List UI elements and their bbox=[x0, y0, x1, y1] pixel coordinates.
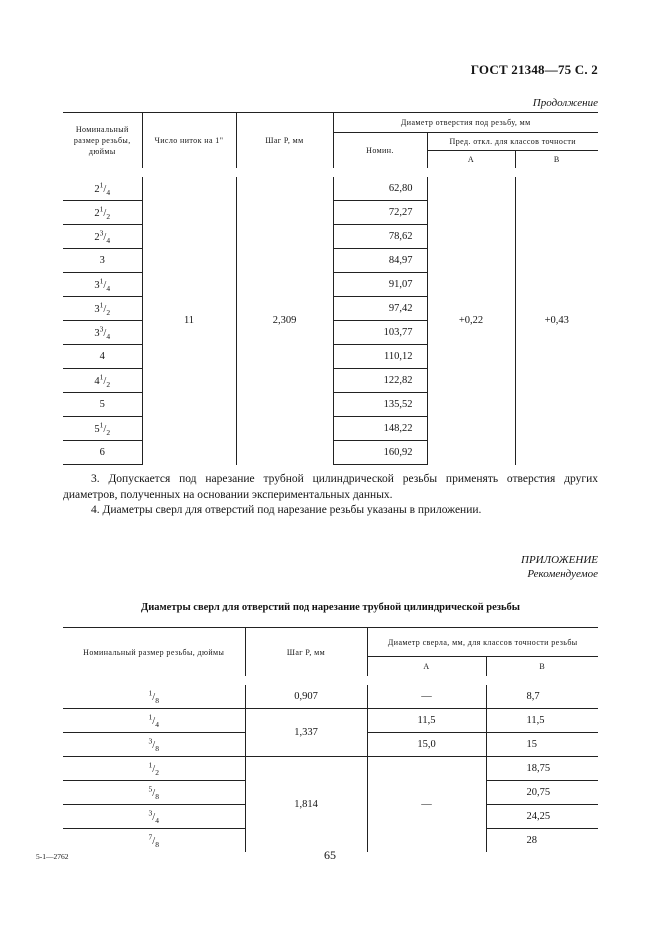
class-b-cell: 20,75 bbox=[486, 781, 598, 805]
fraction-slash: / bbox=[152, 811, 156, 823]
t2-header-drill-diameter: Диаметр сверла, мм, для классов точности резьбы bbox=[367, 628, 598, 657]
whole-part: 3 bbox=[94, 303, 100, 315]
nominal-diameter-cell: 135,52 bbox=[333, 393, 427, 417]
drill-diameter-table bbox=[63, 627, 598, 852]
numerator: 1 bbox=[148, 688, 153, 698]
class-b-cell: 18,75 bbox=[486, 757, 598, 781]
fraction-slash: / bbox=[103, 327, 107, 339]
note-paragraph-3: 3. Допускается под нарезание трубной цилиндрической резьбы применять отверстия других диаметров, полученных на основании экспериментальных данных. bbox=[63, 473, 598, 501]
size-cell bbox=[63, 733, 245, 757]
nominal-diameter-cell: 103,77 bbox=[333, 321, 427, 345]
document-reference: ГОСТ 21348—75 С. 2 bbox=[470, 62, 598, 77]
numerator: 3 bbox=[148, 736, 153, 746]
header-hole-diameter: Диаметр отверстия под резьбу, мм bbox=[333, 113, 598, 133]
denominator: 2 bbox=[106, 211, 111, 221]
denominator: 2 bbox=[106, 379, 111, 389]
t2-header-class-b: В bbox=[486, 657, 598, 681]
size-cell bbox=[63, 249, 142, 273]
nominal-diameter-cell: 72,27 bbox=[333, 201, 427, 225]
size-cell bbox=[63, 829, 245, 853]
whole-part: 4 bbox=[94, 375, 100, 387]
numerator: 1 bbox=[99, 180, 104, 190]
fraction-slash: / bbox=[103, 231, 107, 243]
fraction bbox=[94, 276, 111, 293]
fraction bbox=[148, 736, 159, 753]
size-cell bbox=[63, 273, 142, 297]
fraction bbox=[94, 204, 111, 221]
header-nominal: Номин. bbox=[333, 133, 427, 173]
size-cell bbox=[63, 369, 142, 393]
denominator: 8 bbox=[155, 695, 159, 705]
fraction-slash: / bbox=[103, 279, 107, 291]
t2-header-pitch: Шаг P, мм bbox=[245, 628, 367, 681]
fraction bbox=[94, 420, 111, 437]
fraction-slash: / bbox=[152, 691, 156, 703]
threads-per-inch-cell: 11 bbox=[142, 173, 236, 465]
size-cell bbox=[63, 321, 142, 345]
size-cell bbox=[63, 681, 245, 709]
fraction bbox=[148, 712, 159, 729]
fraction-slash: / bbox=[152, 739, 156, 751]
page-number: 65 bbox=[324, 848, 336, 862]
fraction bbox=[148, 760, 159, 777]
numerator: 3 bbox=[99, 228, 104, 238]
size-cell bbox=[63, 345, 142, 369]
numerator: 1 bbox=[99, 276, 104, 286]
class-a-cell: 11,5 bbox=[367, 709, 486, 733]
size-cell bbox=[63, 757, 245, 781]
class-a-cell: — bbox=[367, 757, 486, 853]
fraction bbox=[94, 180, 111, 197]
fraction-slash: / bbox=[103, 375, 107, 387]
class-b-cell: 8,7 bbox=[486, 681, 598, 709]
table-row bbox=[63, 173, 598, 201]
size-cell bbox=[63, 225, 142, 249]
class-b-cell: 24,25 bbox=[486, 805, 598, 829]
appendix-heading bbox=[420, 553, 598, 581]
nominal-diameter-cell: 78,62 bbox=[333, 225, 427, 249]
denominator: 4 bbox=[106, 187, 111, 197]
nominal-diameter-cell: 148,22 bbox=[333, 417, 427, 441]
header-nominal-size: Номинальный размер резьбы, дюймы bbox=[63, 113, 142, 173]
whole-part: 6 bbox=[99, 447, 105, 458]
nominal-diameter-cell: 110,12 bbox=[333, 345, 427, 369]
deviation-a-cell: +0,22 bbox=[427, 173, 515, 465]
numerator: 5 bbox=[148, 784, 153, 794]
nominal-diameter-cell: 97,42 bbox=[333, 297, 427, 321]
whole-part: 5 bbox=[99, 399, 105, 410]
pitch-cell: 0,907 bbox=[245, 681, 367, 709]
denominator: 2 bbox=[106, 427, 111, 437]
appendix-title: ПРИЛОЖЕНИЕ bbox=[521, 554, 598, 566]
fraction-slash: / bbox=[103, 303, 107, 315]
class-a-cell: — bbox=[367, 681, 486, 709]
size-cell bbox=[63, 441, 142, 465]
fraction-slash: / bbox=[152, 715, 156, 727]
header-pitch: Шаг P, мм bbox=[236, 113, 333, 173]
pitch-cell: 2,309 bbox=[236, 173, 333, 465]
fraction bbox=[94, 372, 111, 389]
nominal-diameter-cell: 122,82 bbox=[333, 369, 427, 393]
class-a-cell: 15,0 bbox=[367, 733, 486, 757]
appendix-subtitle: Рекомендуемое bbox=[527, 568, 598, 580]
numerator: 1 bbox=[99, 300, 104, 310]
nominal-diameter-cell: 91,07 bbox=[333, 273, 427, 297]
table-row bbox=[63, 681, 598, 709]
whole-part: 2 bbox=[94, 183, 100, 195]
table-row bbox=[63, 709, 598, 733]
denominator: 8 bbox=[155, 791, 159, 801]
whole-part: 2 bbox=[94, 231, 100, 243]
denominator: 2 bbox=[155, 767, 159, 777]
size-cell bbox=[63, 201, 142, 225]
whole-part: 2 bbox=[94, 207, 100, 219]
header-class-a: А bbox=[427, 151, 515, 173]
fraction bbox=[94, 228, 111, 245]
t2-header-nominal-size: Номинальный размер резьбы, дюймы bbox=[63, 628, 245, 681]
numerator: 3 bbox=[148, 808, 153, 818]
size-cell bbox=[63, 417, 142, 441]
size-cell bbox=[63, 781, 245, 805]
size-cell bbox=[63, 709, 245, 733]
class-b-cell: 15 bbox=[486, 733, 598, 757]
hole-diameter-table bbox=[63, 112, 598, 465]
fraction bbox=[148, 808, 159, 825]
size-cell bbox=[63, 805, 245, 829]
pitch-cell: 1,337 bbox=[245, 709, 367, 757]
fraction-slash: / bbox=[152, 835, 156, 847]
numerator: 1 bbox=[99, 204, 104, 214]
fraction bbox=[94, 300, 111, 317]
fraction bbox=[148, 688, 159, 705]
whole-part: 3 bbox=[94, 327, 100, 339]
continuation-label: Продолжение bbox=[532, 97, 598, 109]
print-code: 5-1—2762 bbox=[36, 852, 69, 861]
denominator: 4 bbox=[106, 331, 111, 341]
numerator: 3 bbox=[99, 324, 104, 334]
whole-part: 3 bbox=[99, 255, 105, 266]
fraction-slash: / bbox=[152, 763, 156, 775]
drill-table-title: Диаметры сверл для отверстий под нарезание трубной цилиндрической резьбы bbox=[141, 602, 520, 613]
denominator: 2 bbox=[106, 307, 111, 317]
fraction-slash: / bbox=[103, 207, 107, 219]
pitch-cell: 1,814 bbox=[245, 757, 367, 853]
fraction-slash: / bbox=[103, 183, 107, 195]
deviation-b-cell: +0,43 bbox=[515, 173, 598, 465]
header-class-b: В bbox=[515, 151, 598, 173]
fraction-slash: / bbox=[103, 423, 107, 435]
size-cell bbox=[63, 173, 142, 201]
fraction-slash: / bbox=[152, 787, 156, 799]
nominal-diameter-cell: 160,92 bbox=[333, 441, 427, 465]
numerator: 1 bbox=[99, 420, 104, 430]
denominator: 4 bbox=[155, 719, 159, 729]
size-cell bbox=[63, 297, 142, 321]
size-cell bbox=[63, 393, 142, 417]
t2-header-class-a: А bbox=[367, 657, 486, 681]
denominator: 4 bbox=[155, 815, 159, 825]
numerator: 1 bbox=[148, 712, 153, 722]
denominator: 4 bbox=[106, 235, 111, 245]
numerator: 1 bbox=[148, 760, 153, 770]
nominal-diameter-cell: 62,80 bbox=[333, 173, 427, 201]
numerator: 1 bbox=[99, 372, 104, 382]
denominator: 8 bbox=[155, 839, 159, 849]
fraction bbox=[94, 324, 111, 341]
table-row bbox=[63, 757, 598, 781]
whole-part: 3 bbox=[94, 279, 100, 291]
header-deviation: Пред. откл. для классов точности bbox=[427, 133, 598, 151]
whole-part: 4 bbox=[99, 351, 105, 362]
fraction bbox=[148, 784, 159, 801]
class-b-cell: 28 bbox=[486, 829, 598, 853]
class-b-cell: 11,5 bbox=[486, 709, 598, 733]
denominator: 8 bbox=[155, 743, 159, 753]
numerator: 7 bbox=[148, 832, 153, 842]
header-threads-per-inch: Число ниток на 1" bbox=[142, 113, 236, 173]
denominator: 4 bbox=[106, 283, 111, 293]
note-paragraph-4: 4. Диаметры сверл для отверстий под нарезание резьбы указаны в приложении. bbox=[91, 504, 482, 516]
fraction bbox=[148, 832, 159, 849]
whole-part: 5 bbox=[94, 423, 100, 435]
nominal-diameter-cell: 84,97 bbox=[333, 249, 427, 273]
